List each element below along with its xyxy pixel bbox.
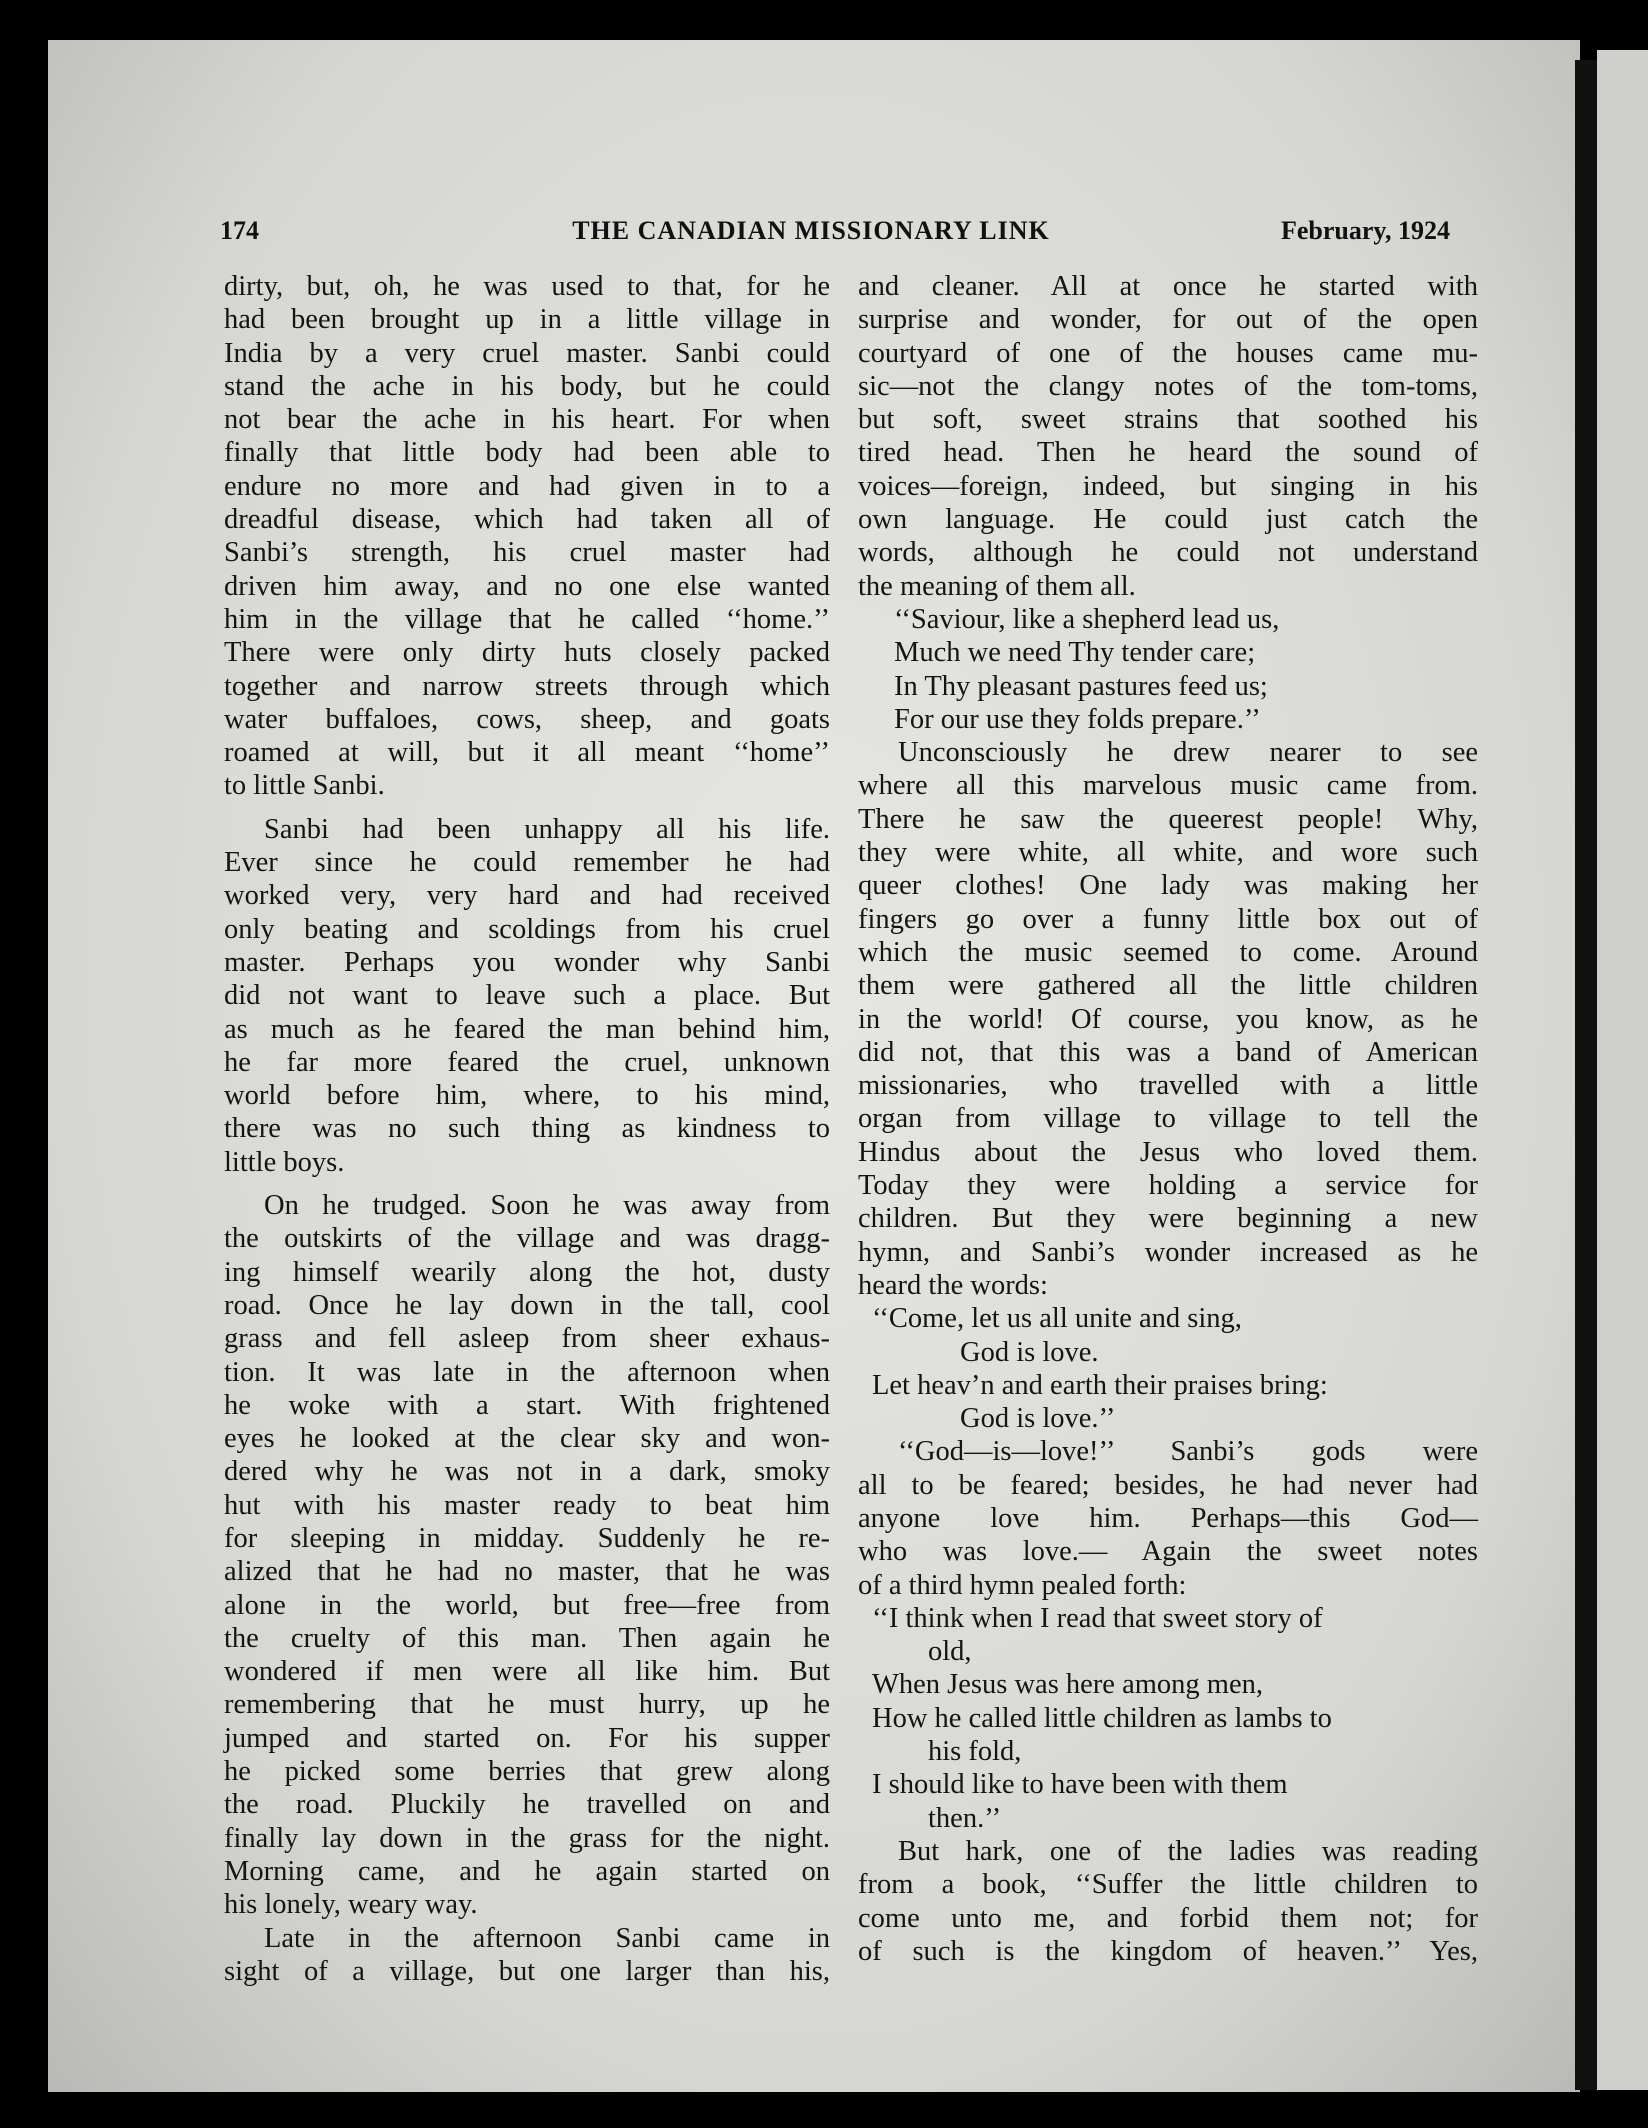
hymn-line: Much we need Thy tender care; (894, 637, 1256, 669)
text-line: voices—foreign, indeed, but singing in his (858, 470, 1478, 502)
text-line: road. Once he lay down in the tall, cool (224, 1289, 830, 1321)
text-line: the cruelty of this man. Then again he (224, 1622, 830, 1654)
text-line: all to be feared; besides, he had never had (858, 1469, 1478, 1501)
text-line: Unconsciously he drew nearer to see (898, 737, 1478, 769)
text-line: courtyard of one of the houses came mu- (858, 337, 1478, 369)
text-line: little boys. (224, 1146, 345, 1178)
text-line: Today they were holding a service for (858, 1170, 1478, 1202)
publication-title: THE CANADIAN MISSIONARY LINK (572, 216, 1050, 245)
text-line: tion. It was late in the afternoon when (224, 1356, 830, 1388)
text-line: There were only dirty huts closely packed (224, 637, 830, 669)
text-line: finally that little body had been able to (224, 437, 830, 469)
text-line: queer clothes! One lady was making her (858, 870, 1478, 902)
text-line: only beating and scoldings from his cruel (224, 913, 830, 945)
text-line: jumped and started on. For his supper (224, 1722, 830, 1754)
text-line: eyes he looked at the clear sky and won- (224, 1423, 830, 1455)
text-line: remembering that he must hurry, up he (224, 1689, 830, 1721)
text-line: together and narrow streets through which (224, 670, 830, 702)
text-line: words, although he could not understand (858, 537, 1478, 569)
hymn-line: ‘‘Saviour, like a shepherd lead us, (894, 603, 1280, 635)
text-line: come unto me, and forbid them not; for (858, 1902, 1478, 1934)
text-line: world before him, where, to his mind, (224, 1080, 830, 1112)
hymn-line: How he called little children as lambs to (872, 1702, 1332, 1734)
text-line: Sanbi’s strength, his cruel master had (224, 537, 830, 569)
text-line: but soft, sweet strains that soothed his (858, 404, 1478, 436)
text-line: ‘‘God—is—love!’’ Sanbi’s gods were (898, 1436, 1478, 1468)
text-line: from a book, ‘‘Suffer the little children to (858, 1869, 1478, 1901)
text-line: of a third hymn pealed forth: (858, 1569, 1187, 1601)
book-spine (1575, 60, 1597, 2090)
hymn-line: When Jesus was here among men, (872, 1669, 1263, 1701)
text-line: who was love.— Again the sweet notes (858, 1536, 1478, 1568)
hymn-line: In Thy pleasant pastures feed us; (894, 670, 1268, 702)
text-line: his lonely, weary way. (224, 1889, 478, 1921)
text-line: anyone love him. Perhaps—this God— (858, 1502, 1478, 1534)
text-line: to little Sanbi. (224, 770, 385, 802)
hymn-line: ‘‘Come, let us all unite and sing, (872, 1303, 1242, 1335)
hymn-line: For our use they folds prepare.’’ (894, 703, 1261, 735)
text-line: the road. Pluckily he travelled on and (224, 1789, 830, 1821)
issue-date: February, 1924 (1281, 216, 1450, 245)
text-line: him in the village that he called ‘‘home.’’ (224, 603, 830, 635)
text-line: Ever since he could remember he had (224, 847, 830, 879)
text-line: there was no such thing as kindness to (224, 1113, 830, 1145)
text-line: in the world! Of course, you know, as he (858, 1003, 1478, 1035)
text-line: But hark, one of the ladies was reading (898, 1835, 1478, 1867)
running-header (172, 216, 1450, 256)
text-line: water buffaloes, cows, sheep, and goats (224, 703, 830, 735)
text-line: Morning came, and he again started on (224, 1855, 830, 1887)
left-column (224, 270, 830, 1988)
hymn-line: his fold, (928, 1736, 1022, 1768)
text-line: did not want to leave such a place. But (224, 980, 830, 1012)
text-line: ing himself wearily along the hot, dusty (224, 1256, 830, 1288)
page-number: 174 (220, 216, 259, 245)
text-line: dirty, but, oh, he was used to that, for he (224, 271, 830, 302)
text-line: own language. He could just catch the (858, 504, 1478, 536)
text-line: they were white, all white, and wore such (858, 837, 1478, 869)
text-line: he far more feared the cruel, unknown (224, 1046, 830, 1078)
text-line: sic—not the clangy notes of the tom-toms, (858, 370, 1478, 402)
text-line: grass and fell asleep from sheer exhaus- (224, 1323, 830, 1355)
text-line: organ from village to village to tell the (858, 1103, 1478, 1135)
text-line: tired head. Then he heard the sound of (858, 437, 1478, 469)
text-line: master. Perhaps you wonder why Sanbi (224, 946, 830, 978)
text-line: the meaning of them all. (858, 570, 1136, 602)
text-line: of such is the kingdom of heaven.’’ Yes, (858, 1935, 1478, 1967)
text-line: he woke with a start. With frightened (224, 1389, 830, 1421)
text-line: worked very, very hard and had received (224, 880, 830, 912)
hymn-line: God is love. (960, 1336, 1099, 1368)
text-line: sight of a village, but one larger than his, (224, 1955, 830, 1987)
text-line: alone in the world, but free—free from (224, 1589, 830, 1621)
text-line: children. But they were beginning a new (858, 1203, 1478, 1235)
hymn-line: I should like to have been with them (872, 1769, 1288, 1801)
right-column (858, 270, 1478, 1968)
text-line: Hindus about the Jesus who loved them. (858, 1136, 1478, 1168)
text-line: as much as he feared the man behind him, (224, 1013, 830, 1045)
text-line: heard the words: (858, 1269, 1048, 1301)
hymn-line: old, (928, 1636, 972, 1668)
text-line: missionaries, who travelled with a little (858, 1070, 1478, 1102)
text-line: he picked some berries that grew along (224, 1756, 830, 1788)
hymn-line: ‘‘I think when I read that sweet story of (872, 1602, 1323, 1634)
facing-page-edge (1597, 50, 1648, 2090)
text-line: stand the ache in his body, but he could (224, 370, 830, 402)
text-line: not bear the ache in his heart. For when (224, 404, 830, 436)
text-line: On he trudged. Soon he was away from (264, 1190, 830, 1222)
text-line: roamed at will, but it all meant ‘‘home’’ (224, 737, 830, 769)
text-line: them were gathered all the little children (858, 970, 1478, 1002)
text-line: Late in the afternoon Sanbi came in (264, 1922, 830, 1954)
text-line: which the music seemed to come. Around (858, 936, 1478, 968)
text-line: Sanbi had been unhappy all his life. (264, 813, 830, 845)
text-line: had been brought up in a little village in (224, 304, 830, 336)
text-line: fingers go over a funny little box out of (858, 903, 1478, 935)
text-line: the outskirts of the village and was dragg- (224, 1223, 830, 1255)
text-line: dered why he was not in a dark, smoky (224, 1456, 830, 1488)
text-line: where all this marvelous music came from. (858, 770, 1478, 802)
text-line: India by a very cruel master. Sanbi could (224, 337, 830, 369)
text-line: endure no more and had given in to a (224, 470, 830, 502)
text-line: and cleaner. All at once he started with (858, 271, 1478, 302)
hymn-line: Let heav’n and earth their praises bring: (872, 1369, 1328, 1401)
text-line: did not, that this was a band of American (858, 1036, 1478, 1068)
text-line: surprise and wonder, for out of the open (858, 304, 1478, 336)
text-line: wondered if men were all like him. But (224, 1656, 830, 1688)
text-line: finally lay down in the grass for the night. (224, 1822, 830, 1854)
text-line: alized that he had no master, that he was (224, 1556, 830, 1588)
hymn-line: then.’’ (928, 1802, 1002, 1834)
text-line: There he saw the queerest people! Why, (858, 803, 1478, 835)
text-line: dreadful disease, which had taken all of (224, 504, 830, 536)
text-line: hymn, and Sanbi’s wonder increased as he (858, 1236, 1478, 1268)
text-line: driven him away, and no one else wanted (224, 570, 830, 602)
hymn-line: God is love.’’ (960, 1403, 1116, 1435)
text-line: for sleeping in midday. Suddenly he re- (224, 1522, 830, 1554)
text-line: hut with his master ready to beat him (224, 1489, 830, 1521)
